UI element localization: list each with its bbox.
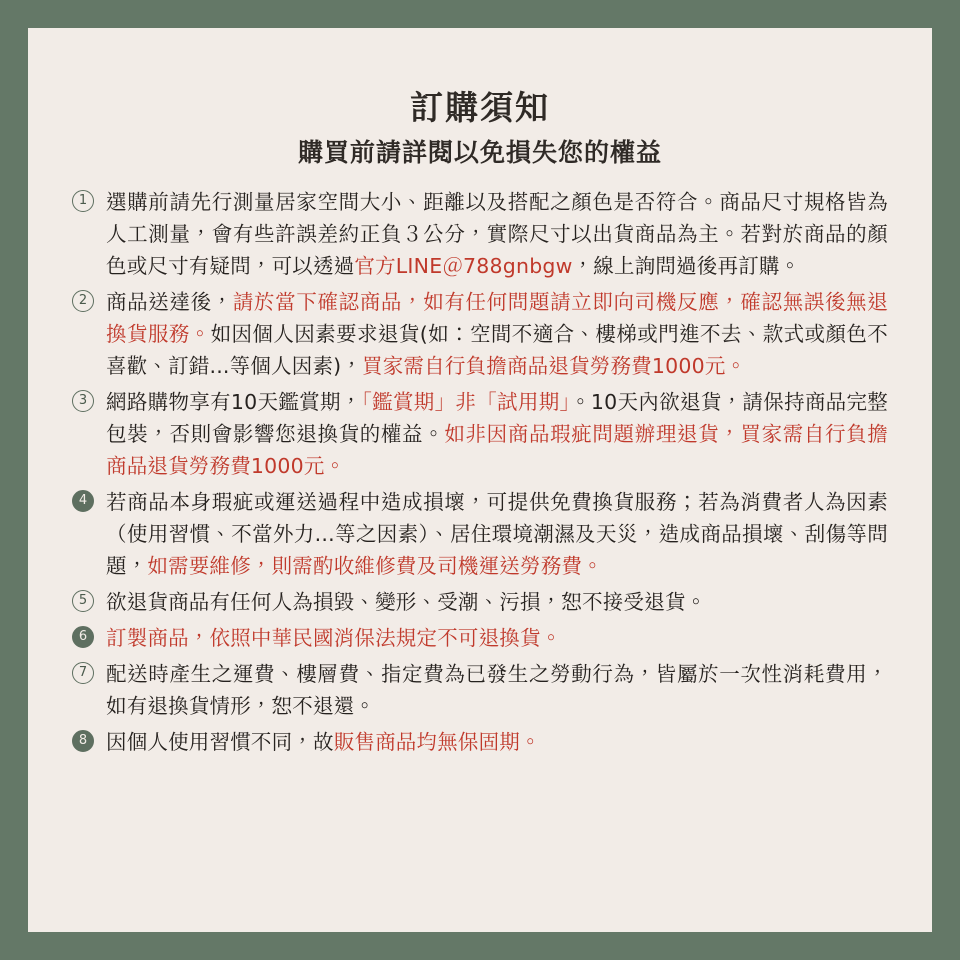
highlighted-text: 請於當下確認商品，如有任何問題請立即向司機反應，確認無誤後無退換貨服務。 — [106, 289, 889, 346]
list-item — [72, 658, 888, 722]
list-item-number-badge: 3 — [72, 390, 94, 412]
highlighted-text: 官方LINE＠788gnbgw — [354, 253, 573, 278]
page-title: 訂購須知 — [410, 89, 550, 126]
body-text: 因個人使用習慣不同，故 — [106, 729, 334, 754]
list-item-text — [106, 286, 888, 382]
list-item-text — [106, 622, 888, 654]
body-text: 。10天內欲退貨，請保持商品完整包裝，否則會影響您退換貨的權益。 — [106, 389, 888, 446]
body-text: 選購前請先行測量居家空間大小、距離以及搭配之顏色是否符合。商品尺寸規格皆為人工測量，會有些許誤差約正負３公分，實際尺寸以出貨商品為主。若對於商品的顏色或尺寸有疑問，可以透過 — [106, 189, 888, 278]
list-item-number-badge: 8 — [72, 730, 94, 752]
body-text: 網路購物享有10天鑑賞期， — [106, 389, 362, 414]
body-text: 配送時產生之運費、樓層費、指定費為已發生之勞動行為，皆屬於一次性消耗費用，如有退換貨情形，恕不退還。 — [106, 661, 888, 718]
notice-list — [72, 186, 888, 758]
list-item — [72, 726, 888, 758]
highlighted-text: 如非因商品瑕疵問題辦理退貨，買家需自行負擔商品退貨勞務費1000元。 — [106, 421, 888, 478]
list-item-number-badge: 6 — [72, 626, 94, 648]
list-item-text — [106, 386, 888, 482]
body-text: 欲退貨商品有任何人為損毀、變形、受潮、污損，恕不接受退貨。 — [106, 589, 707, 614]
list-item — [72, 486, 888, 582]
list-item-text — [106, 586, 888, 618]
body-text: 商品送達後， — [106, 289, 233, 314]
highlighted-text: 販售商品均無保固期。 — [333, 729, 541, 754]
list-item-text — [106, 486, 888, 582]
page-subtitle: 購買前請詳閱以免損失您的權益 — [297, 138, 662, 167]
list-item — [72, 386, 888, 482]
highlighted-text: 買家需自行負擔商品退貨勞務費1000元。 — [362, 353, 747, 378]
list-item-number-badge: 7 — [72, 662, 94, 684]
list-item-number-badge: 5 — [72, 590, 94, 612]
body-text: ，線上詢問過後再訂購。 — [572, 253, 801, 278]
list-item-number-badge: 1 — [72, 190, 94, 212]
list-item-number-badge: 4 — [72, 490, 94, 512]
highlighted-text: 「鑑賞期」非「試用期」 — [361, 389, 571, 414]
list-item — [72, 622, 888, 654]
list-item-text — [106, 726, 888, 758]
list-item — [72, 286, 888, 382]
list-item-number-badge: 2 — [72, 290, 94, 312]
list-item — [72, 586, 888, 618]
notice-card — [28, 28, 932, 932]
list-item-text — [106, 658, 888, 722]
highlighted-text: 訂製商品，依照中華民國消保法規定不可退換貨。 — [106, 625, 562, 650]
list-item-text — [106, 186, 888, 282]
body-text: 若商品本身瑕疵或運送過程中造成損壞，可提供免費換貨服務；若為消費者人為因素（使用習慣、不當外力...等之因素）、居住環境潮濕及天災，造成商品損壞、刮傷等問題， — [106, 489, 888, 578]
body-text: 如因個人因素要求退貨(如：空間不適合、樓梯或門進不去、款式或顏色不喜歡、訂錯...等個人因素)， — [106, 321, 888, 378]
highlighted-text: 如需要維修，則需酌收維修費及司機運送勞務費。 — [147, 553, 603, 578]
list-item — [72, 186, 888, 282]
